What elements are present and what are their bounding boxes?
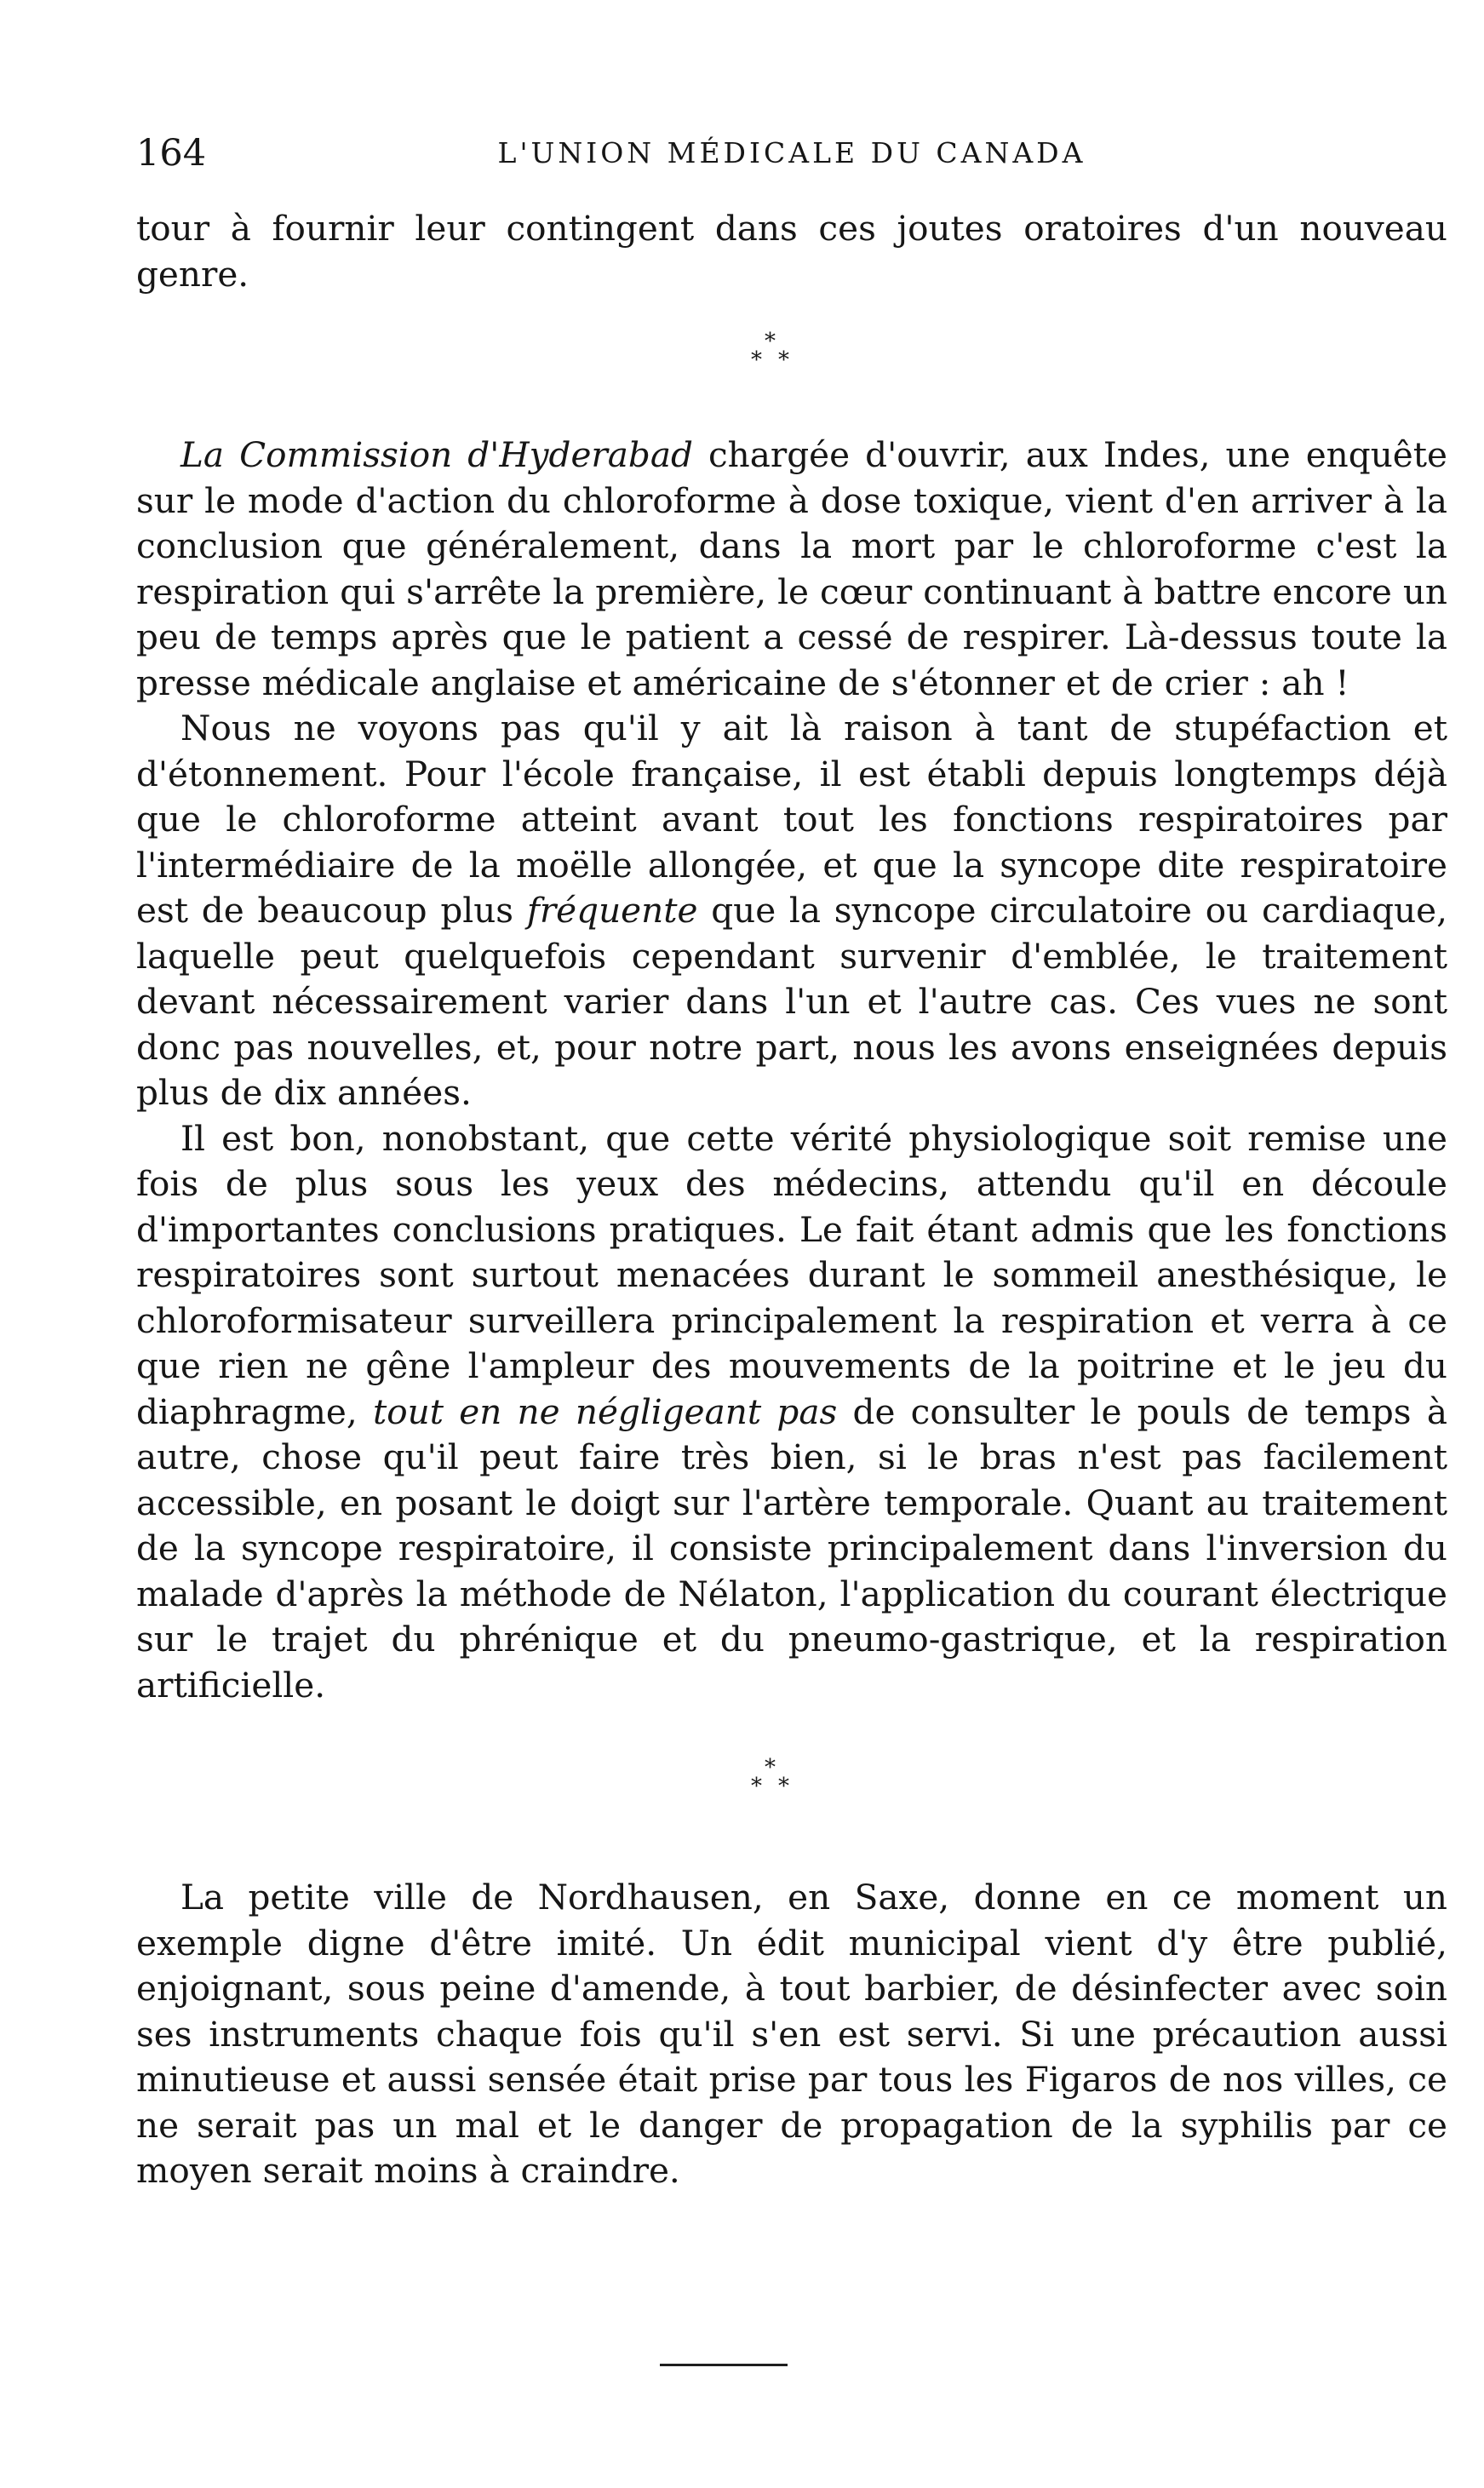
asterism-icon xyxy=(749,331,800,369)
section-break xyxy=(136,297,1447,433)
svg-text:*: * xyxy=(751,347,762,369)
svg-text:*: * xyxy=(778,1774,789,1795)
section-break xyxy=(136,1708,1447,1875)
paragraph-nordhausen: La petite ville de Nordhausen, en Saxe, donne en ce moment un exemple digne d'être imité. Un édit municipal vient d'y être publié, enjoignant, sous peine d'amende, à tout barbier, de désinfecter avec soin ses instruments chaque fois qu'il s'en est servi. Si une précaution aussi minutieuse et aussi sensée était prise par tous les Figaros de nos villes, ce ne serait pas un mal et le danger de propagation de la syphilis par ce moyen serait moins à craindre. xyxy=(136,1877,1447,2191)
svg-text:*: * xyxy=(765,331,776,354)
page-header xyxy=(136,128,1447,179)
running-title: L'UNION MÉDICALE DU CANADA xyxy=(497,136,1086,169)
svg-text:*: * xyxy=(778,347,789,369)
paragraph-french-school: Nous ne voyons pas qu'il y ait là raison à tant de stupéfaction et d'étonnement. Pour l'école française, il est établi depuis longtemps déjà que le chloroforme atteint avant tout les fonctions respiratoires par l'intermédiaire de la moëlle allongée, et que la syncope dite respiratoire est de beaucoup plus fréquente que la syncope circulatoire ou cardiaque, laquelle peut quelquefois cependant survenir d'emblée, le traitement devant nécessairement varier dans l'un et l'autre cas. Ces vues ne sont donc pas nouvelles, et, pour notre part, nous les avons enseignées depuis plus de dix années. xyxy=(136,708,1448,1113)
paragraph-hyderabad: La Commission d'Hyderabad chargée d'ouvrir, aux Indes, une enquête sur le mode d'action du chloroforme à dose toxique, vient d'en arriver à la conclusion que généralement, dans la mort par le chloroforme c'est la respiration qui s'arrête la première, le cœur continuant à battre encore un peu de temps après que le patient a cessé de respirer. Là-dessus toute la presse médicale anglaise et américaine de s'étonner et de crier : ah ! xyxy=(136,434,1447,703)
svg-text:*: * xyxy=(751,1774,762,1795)
body-text xyxy=(136,206,1447,2194)
paragraph-continuation: tour à fournir leur contingent dans ces joutes oratoires d'un nouveau genre. xyxy=(136,208,1447,295)
paragraph-physiological-truth: Il est bon, nonobstant, que cette vérité physiologique soit remise une fois de plus sous les yeux des médecins, attendu qu'il en découle d'importantes conclusions pratiques. Le fait étant admis que les fonctions respiratoires sont surtout menacées durant le sommeil anesthésique, le chloroformisateur surveillera principalement la respiration et verra à ce que rien ne gêne l'ampleur des mouvements de la poitrine et le jeu du diaphragme, tout en ne négligeant pas de consulter le pouls de temps à autre, chose qu'il peut faire très bien, si le bras n'est pas facilement accessible, en posant le doigt sur l'artère temporale. Quant au traitement de la syncope respiratoire, il consiste principalement dans l'inversion du malade d'après la méthode de Nélaton, l'application du courant électrique sur le trajet du phrénique et du pneumo-gastrique, et la respiration artificielle. xyxy=(136,1117,1447,1705)
commission-name: La Commission d'Hyderabad xyxy=(180,434,693,475)
end-rule xyxy=(660,2364,788,2366)
svg-text:*: * xyxy=(765,1757,776,1780)
page-number: 164 xyxy=(136,132,207,175)
asterism-icon xyxy=(749,1757,800,1795)
